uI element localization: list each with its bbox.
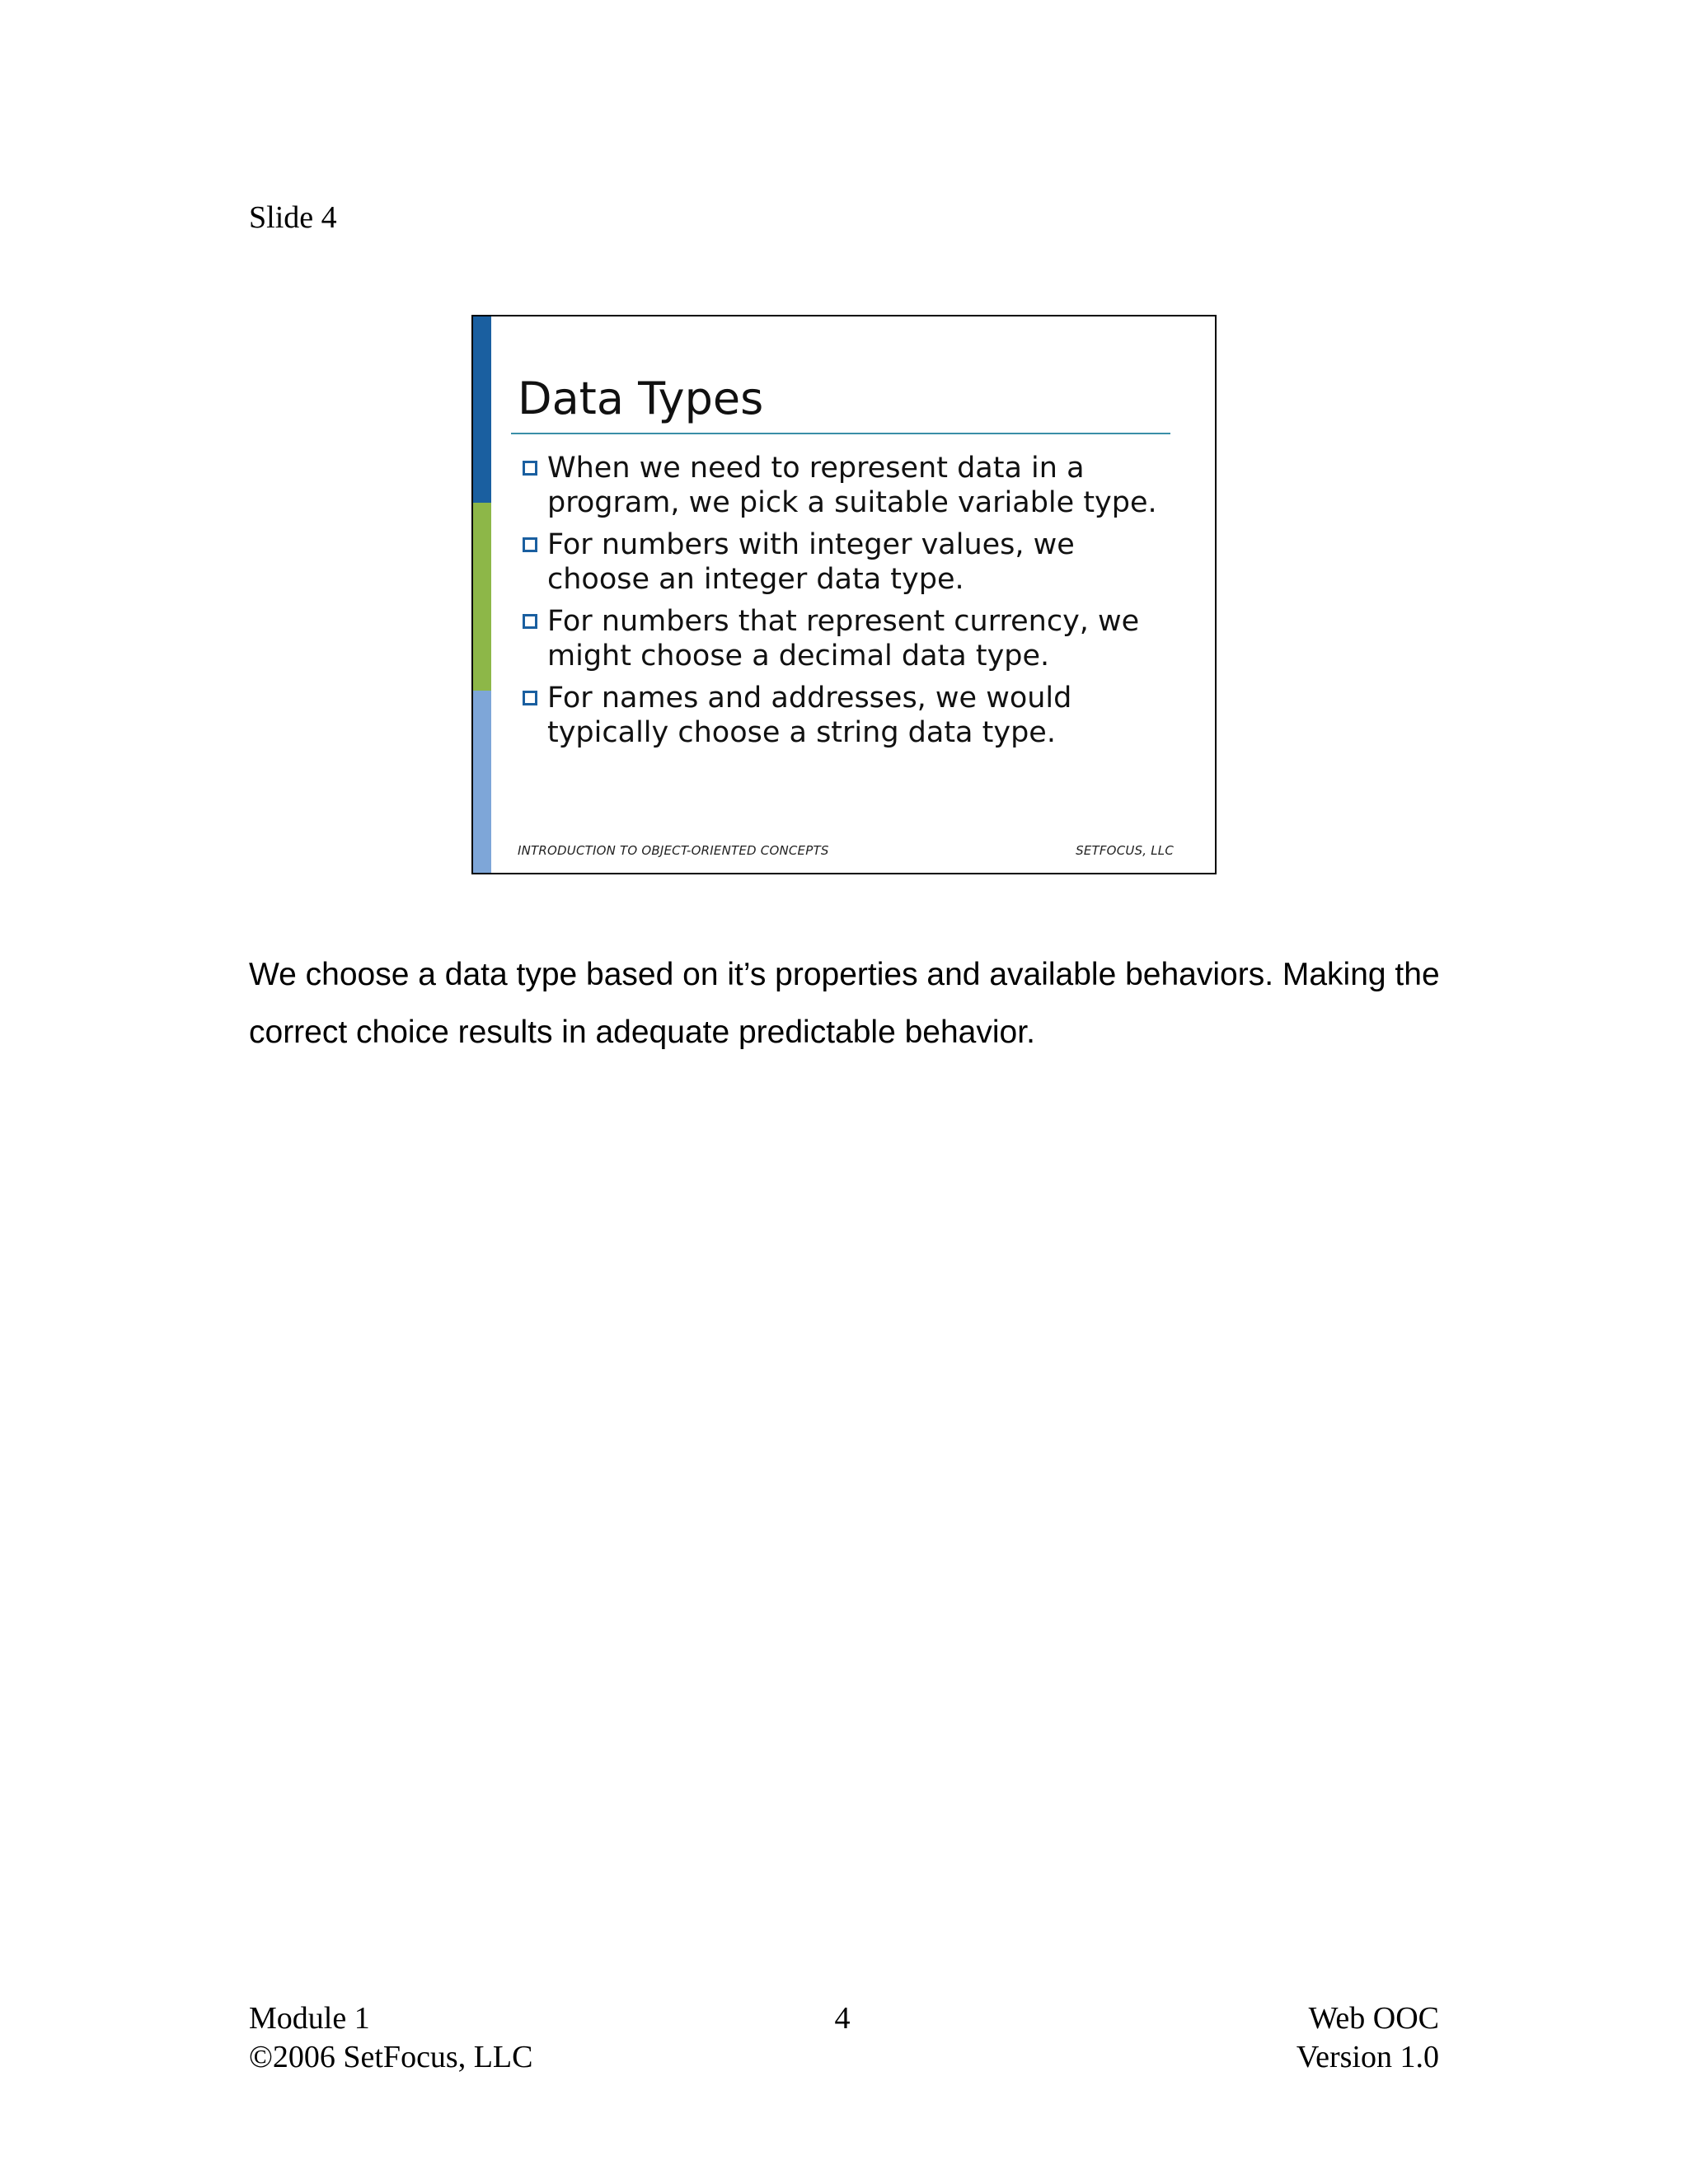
slide-footer-course: INTRODUCTION TO OBJECT-ORIENTED CONCEPTS (518, 843, 829, 858)
notes-paragraph: We choose a data type based on it’s properties and available behaviors. Making the correct choice results in adequate predictable behavior. (249, 957, 1440, 1050)
slide-title-rule (511, 433, 1170, 434)
slide-bullet-text: For numbers with integer values, we choose an integer data type. (547, 528, 1075, 596)
slide-bullet (521, 527, 1180, 597)
square-bullet-icon (523, 537, 537, 552)
slide-bullet (521, 681, 1180, 750)
slide-footer-company: SETFOCUS, LLC (1076, 843, 1174, 858)
slide-bullet-text: For names and addresses, we would typically choose a string data type. (547, 682, 1072, 749)
footer-course-name: Web OOC (1308, 2001, 1439, 2036)
footer-version: Version 1.0 (1296, 2040, 1439, 2074)
slide-bullet (521, 604, 1180, 673)
slide-bullet-list (521, 451, 1180, 757)
slide-accent-bar-middle (473, 503, 491, 691)
page-footer-right (1296, 1999, 1439, 2077)
footer-module: Module 1 (249, 2001, 370, 2036)
footer-copyright: ©2006 SetFocus, LLC (249, 2040, 533, 2074)
slide-bullet (521, 451, 1180, 520)
slide-thumbnail (471, 315, 1217, 874)
slide-accent-bar-bottom (473, 691, 491, 874)
slide-accent-bar-top (473, 316, 491, 503)
slide-heading: Slide 4 (249, 200, 337, 235)
slide-title: Data Types (518, 373, 764, 424)
page-number: 4 (834, 2001, 851, 2036)
square-bullet-icon (523, 691, 537, 705)
slide-bullet-text: For numbers that represent currency, we might choose a decimal data type. (547, 605, 1140, 673)
square-bullet-icon (523, 614, 537, 629)
square-bullet-icon (523, 461, 537, 476)
page-footer-left (249, 1999, 533, 2077)
slide-bullet-text: When we need to represent data in a program, we pick a suitable variable type. (547, 452, 1157, 519)
